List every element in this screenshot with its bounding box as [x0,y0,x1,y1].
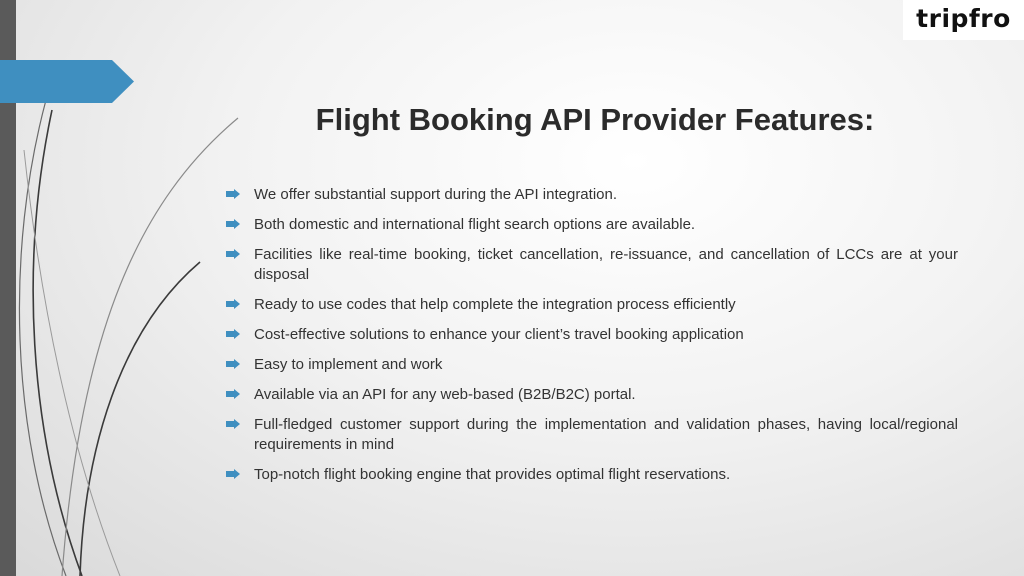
arrow-bullet-icon [226,419,240,429]
bullet-text: Facilities like real-time booking, ticket cancellation, re-issuance, and cancellation of LCCs are at your disposal [254,246,958,283]
bullet-item [226,415,958,455]
bullet-item [226,295,958,315]
bullet-text: Cost-effective solutions to enhance your client’s travel booking application [254,326,744,343]
tripfro-logo [903,0,1024,40]
bullet-item [226,355,958,375]
accent-arrow-tab [0,60,134,103]
bullet-item [226,185,958,205]
slide-title: Flight Booking API Provider Features: [315,102,875,137]
feature-bullet-list [226,185,958,495]
bullet-text: Both domestic and international flight search options are available. [254,216,696,233]
arrow-bullet-icon [226,249,240,259]
bullet-text: Top-notch flight booking engine that provides optimal flight reservations. [254,466,731,483]
arrow-bullet-icon [226,469,240,479]
arrow-bullet-icon [226,329,240,339]
bullet-text: Available via an API for any web-based (B2B/B2C) portal. [254,386,636,403]
arrow-bullet-icon [226,189,240,199]
bullet-item [226,215,958,235]
bullet-text: We offer substantial support during the API integration. [254,186,618,203]
bullet-item [226,245,958,285]
logo-text: tripfro [916,3,1011,33]
bullet-item [226,465,958,485]
bullet-text: Easy to implement and work [254,356,443,373]
bullet-text: Ready to use codes that help complete the integration process efficiently [254,296,736,313]
bullet-text: Full-fledged customer support during the implementation and validation phases, having local/regional requirements in mind [254,416,958,453]
arrow-bullet-icon [226,359,240,369]
arrow-bullet-icon [226,299,240,309]
arrow-bullet-icon [226,219,240,229]
bullet-item [226,325,958,345]
bullet-item [226,385,958,405]
arrow-bullet-icon [226,389,240,399]
